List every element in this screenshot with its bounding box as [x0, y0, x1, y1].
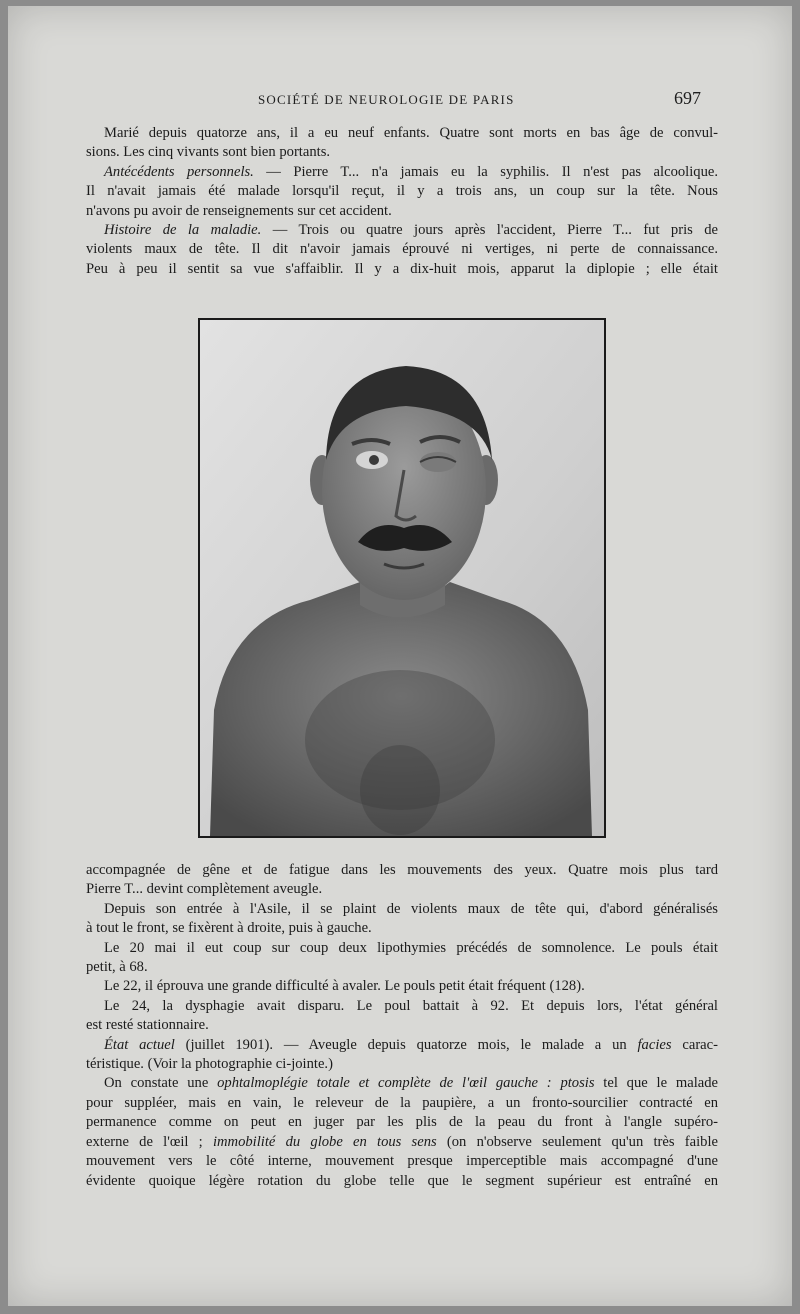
text-line: Le 20 mai il eut coup sur coup deux lipothymies précédés de somnolence. Le pouls était — [104, 939, 718, 956]
running-title: SOCIÉTÉ DE NEUROLOGIE DE PARIS — [258, 92, 515, 107]
paragraph: Histoire de la maladie. — Trois ou quatre jours après l'accident, Pierre T... fut pris de — [104, 222, 719, 239]
portrait-image — [200, 320, 604, 836]
paragraph: n'avons pu avoir de renseignements sur cet accident. — [86, 202, 392, 219]
text-line: Le 24, la dysphagie avait disparu. Le poul battait à 92. Et depuis lors, l'état général — [104, 997, 718, 1014]
paragraph: Marié depuis quatorze ans, il a eu neuf enfants. Quatre sont morts en bas âge de convul- — [104, 125, 718, 141]
text-line: évidente quoique légère rotation du globe telle que le segment supérieur est entraîné en — [86, 1172, 718, 1189]
text-line: externe de l'œil ; immobilité du globe en tous sens (on n'observe seulement qu'un très faible — [86, 1133, 718, 1150]
text-line: est resté stationnaire. — [86, 1017, 209, 1034]
paragraph: Il n'avait jamais été malade lorsqu'il reçut, il y a trois ans, un coup sur la tête. Nous — [86, 183, 718, 200]
text-line: à tout le front, se fixèrent à droite, puis à gauche. — [86, 920, 372, 937]
text-line: Pierre T... devint complètement aveugle. — [86, 881, 323, 898]
lower-text-block — [86, 861, 718, 1191]
paragraph: Peu à peu il sentit sa vue s'affaiblir. Il y a dix-huit mois, apparut la diplopie ; elle était — [86, 260, 718, 277]
text-line: Le 22, il éprouva une grande difficulté à avaler. Le pouls petit était fréquent (128). — [104, 978, 585, 995]
text-line: permanence comme on peut en juger par les plis de la peau du front à l'angle supéro- — [86, 1114, 718, 1131]
text-line: État actuel (juillet 1901). — Aveugle depuis quatorze mois, le malade a un facies carac- — [104, 1036, 718, 1053]
text-line: mouvement vers le côté interne, mouvement presque imperceptible mais accompagné d'une — [86, 1153, 718, 1170]
upper-text-block — [86, 124, 718, 279]
page-number: 697 — [674, 88, 701, 108]
text-line: petit, à 68. — [86, 959, 148, 976]
text-line: téristique. (Voir la photographie ci-jointe.) — [86, 1056, 333, 1073]
patient-portrait-photograph — [198, 318, 606, 838]
text-line: pour suppléer, mais en vain, le releveur de la paupière, a un fronto-sourcilier contracté en — [86, 1094, 718, 1111]
text-line: Depuis son entrée à l'Asile, il se plaint de violents maux de tête qui, d'abord généralisés — [104, 900, 718, 917]
text-line: On constate une ophtalmoplégie totale et complète de l'œil gauche : ptosis tel que le malade — [104, 1075, 719, 1092]
paragraph: sions. Les cinq vivants sont bien portants. — [86, 144, 331, 161]
paragraph: violents maux de tête. Il dit n'avoir jamais éprouvé ni vertiges, ni perte de connaissance. — [86, 241, 718, 258]
text-line: accompagnée de gêne et de fatigue dans les mouvements des yeux. Quatre mois plus tard — [86, 862, 718, 878]
paragraph: Antécédents personnels. — Pierre T... n'a jamais eu la syphilis. Il n'est pas alcoolique. — [104, 163, 718, 180]
page-header — [0, 88, 800, 112]
